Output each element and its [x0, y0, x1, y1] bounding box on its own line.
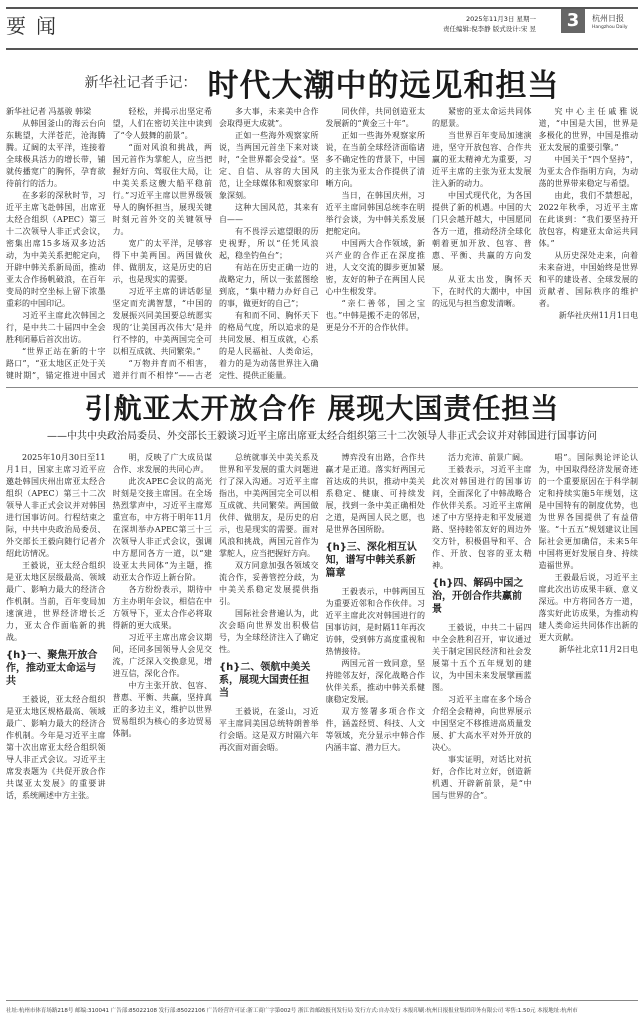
paragraph: 当世界百年变局加速演进，坚守开放包容、合作共赢的亚太精神尤为重要，习近平主席的主张为亚太发展注入新的动力。	[432, 131, 532, 188]
paragraph: 从韩国釜山的海云台向东眺望，大洋苍茫，沧海腾腾。辽阔的太平洋，连接着全球极具活力的增长带，铺就传播宽广的胸怀，孕育欲待前行的活力。	[6, 119, 106, 188]
paragraph: 习近平主席在多个场合介绍全会精神，向世界展示中国坚定不移推进高质量发展、扩大高水平对外开放的决心。	[432, 695, 532, 752]
text-column	[326, 452, 426, 992]
paragraph: 此次APEC会议的高光时刻是交接主席国。在全场热烈掌声中，习近平主席郑重宣布，中方将于明年11月在深圳举办APEC第三十三次领导人非正式会议，强调中方愿同各方一道，以“建设亚太共同体”为主题，推动亚太合作迈上新台阶。	[112, 477, 212, 582]
paragraph: 当日，在韩国庆州，习近平主席同韩国总统李在明举行会谈，为中韩关系发展把舵定向。	[325, 191, 425, 236]
paragraph: 有不畏浮云遮望眼的历史视野，所以“任凭风浪起，稳坐钓鱼台”；	[219, 227, 319, 260]
paragraph: 王毅说，亚太经合组织是亚太地区规格最高、领域最广、影响力最大的经济合作机制。今年是习近平主席第十次出席亚太经合组织领导人非正式会议。习近平主席发表题为《共促开放合作 共谋亚太发展》的重要讲话，系统阐述中方主张。	[6, 695, 106, 800]
paragraph: 正如一些海外观察家所说，当两国元首坐下来对谈时，“全世界都会受益”。坚定、自信、从容的大国风范，让全球媒体和观察家印象深刻。	[219, 131, 319, 200]
text-column	[219, 106, 319, 382]
header-rule	[6, 48, 638, 50]
text-column	[432, 106, 532, 382]
paragraph: 事实证明，对话比对抗好，合作比对立好，创造新机遇、开辟新前景，是“中国与世界的合”。	[432, 755, 532, 800]
logo-name-en: Hangzhou Daily	[592, 25, 628, 30]
text-column	[113, 452, 213, 992]
byline: 新华社记者 冯基骏 韩梁	[6, 107, 92, 116]
paragraph: 各方纷纷表示，期待中方主办明年会议，相信在中方领导下，亚太合作必将取得新的更大成果。	[112, 585, 212, 630]
text-column	[113, 106, 213, 382]
byline: 新华社庆州11月1日电	[558, 311, 638, 320]
paragraph: 活力充沛、前景广阔。	[448, 453, 528, 462]
paragraph: “世界正站在新的十字路口”，“亚太地区正处于关键时期”，锚定推进中国式	[6, 347, 106, 380]
editor-credits: 责任编辑:倪李静 版式设计:宋 昱	[442, 25, 536, 33]
paragraph: 王毅最后说，习近平主席此次出访成果丰硕、意义深远。中方将同各方一道，落实好此访成果，为推动构建人类命运共同体作出新的更大贡献。	[538, 573, 638, 642]
article2-body	[6, 452, 638, 992]
paragraph: 从历史深处走来，向着未来奋进，中国始终是世界和平的建设者、全球发展的贡献者、国际秩序的维护者。	[538, 251, 638, 308]
paragraph: 正如一些海外观察家所说，在当前全球经济面临诸多不确定性的背景下，中国的主张为亚太合作提供了清晰方向。	[325, 131, 425, 188]
article1-title: 时代大潮中的远见和担当	[207, 68, 560, 104]
text-column	[326, 106, 426, 382]
paragraph: 有和而不同、胸怀天下的格局气度，所以追求的是共同发展、相互成就，心系的是人民福祉、人类命运，着力的是为动荡世界注入确定性、提供正能量。	[219, 311, 319, 380]
paragraph: 习近平主席出席会议期间，还同多国领导人会见交流，广泛深入交换意见，增进互信，深化合作。	[112, 633, 212, 678]
paragraph: 同伙伴，共同创造亚太发展新的“黄金三十年”。	[325, 107, 425, 128]
section-heading: {h}二、领航中美关系，展现大国责任担当	[219, 662, 311, 699]
paragraph: 两国元首一致同意，坚持睦邻友好，深化战略合作伙伴关系，推动中韩关系健康稳定发展。	[325, 659, 425, 704]
paragraph: 王毅说，亚太经合组织是亚太地区层级最高、领域最广、影响力最大的经济合作机制。当前，百年变局加速演进，世界经济增长乏力，亚太合作面临新的挑战。	[6, 561, 106, 642]
paragraph: 中国式现代化，为各国提供了新的机遇。中国的大门只会越开越大，中国愿同各方一道，推动经济全球化朝着更加开放、包容、普惠、平衡、共赢的方向发展。	[432, 191, 532, 272]
byline: 新华社北京11月2日电	[558, 645, 638, 654]
paragraph: 轻松，并揭示出坚定希望，人们在密切关注中读到了“令人鼓舞的前景”。	[112, 107, 212, 140]
text-column	[432, 452, 532, 992]
text-column	[539, 452, 639, 992]
section-title: 要闻	[6, 14, 66, 38]
paragraph: 双方同意加强各领域交流合作，妥善管控分歧，为中美关系稳定发展提供指引。	[219, 561, 319, 606]
paragraph: 从亚太出发，胸怀天下，在时代的大潮中，中国的远见与担当愈发清晰。	[432, 275, 532, 308]
paragraph: 有站在历史正确一边的战略定力，所以一张蓝图绘到底，“集中精力办好自己的事，做更好的自己”；	[219, 263, 319, 308]
paragraph: 习近平主席此次韩国之行，是中共二十届四中全会胜利闭幕后首次出访。	[6, 311, 106, 344]
paragraph: 习近平主席的讲话彰显坚定而充满智慧，“中国的发展振兴同美国要总统愿实现的‘让美国再次伟大’是并行不悖的，中美两国完全可以相互成就、共同繁荣。”	[112, 287, 212, 356]
paragraph: 2025年10月30日至11月1日，国家主席习近平应邀赴韩国庆州出席亚太经合组织（APEC）第三十二次领导人非正式会议并对韩国进行国事访问。行程结束之际，中共中央政治局委员、外交部长王毅向随行记者介绍此访情况。	[6, 453, 106, 558]
paragraph: 究中心主任戚雅说道，“中国是大国，世界是多极化的世界，中国是推动亚太发展的重要引擎。”	[538, 107, 638, 152]
logo-name: 杭州日报	[592, 14, 624, 23]
section-heading: {h}三、深化相互认知，谱写中韩关系新篇章	[325, 542, 417, 579]
article1-body	[6, 106, 638, 382]
paragraph: 中方主张开放、包容、普惠、平衡、共赢，坚持真正的多边主义，维护以世界贸易组织为核心的多边贸易体制。	[112, 681, 212, 738]
paragraph: 王毅说，中共二十届四中全会胜利召开，审议通过关于制定国民经济和社会发展第十五个五年规划的建议，为中国未来发展擘画蓝图。	[432, 623, 532, 692]
article2-subtitle: ——中共中央政治局委员、外交部长王毅谈习近平主席出席亚太经合组织第三十二次领导人非正式会议并对韩国进行国事访问	[47, 431, 597, 442]
text-column	[219, 452, 319, 992]
paragraph: 由此，我们不禁想起，2022年秋季，习近平主席在此谈到：“我们要坚持开放包容，构建亚太命运共同体。”	[538, 191, 638, 248]
article1-kicker: 新华社记者手记：	[84, 74, 197, 91]
article-divider	[6, 387, 638, 388]
issue-meta	[443, 14, 536, 34]
paragraph: 明，反映了广大成员谋合作、求发展的共同心声。	[112, 453, 212, 474]
paragraph: 双方签署多项合作文件，涵盖经贸、科技、人文等领域，充分显示中韩合作内涵丰富、潜力巨大。	[325, 707, 425, 752]
paragraph: 王毅表示，习近平主席此次对韩国进行的国事访问，全面深化了中韩战略合作伙伴关系。习近平主席阐述了中方坚持走和平发展道路、坚持睦邻友好的周边外交方针，积极倡导和平、合作、开放、包容的亚太精神。	[432, 465, 532, 570]
paragraph: “万物并育而不相害，道并行而不相悖”——古老	[112, 359, 212, 380]
paragraph: 中国关于“四个坚持”，为亚太合作指明方向，为动荡的世界带来稳定与希望。	[538, 155, 638, 188]
paragraph: 博弈没有出路，合作共赢才是正道。落实好两国元首达成的共识，推动中美关系稳定、健康、可持续发展，找到一条中美正确相处之道，是两国人民之愿，也是世界各国所盼。	[325, 453, 425, 534]
paragraph: 王毅表示，中韩两国互为重要近邻和合作伙伴。习近平主席此次对韩国进行的国事访问，是时隔11年再次访韩，受到韩方高度重视和热情接待。	[325, 587, 425, 656]
text-column	[6, 452, 106, 992]
paragraph: 总统就事关中美关系及世界和平发展的重大问题进行了深入沟通。习近平主席指出，中美两国完全可以相互成就、共同繁荣。两国做伙伴、做朋友，是历史的启示，也是现实的需要。面对风浪和挑战，两国元首作为掌舵人，应当把握好方向。	[219, 453, 319, 558]
paragraph: 中国两大合作领域，新兴产业的合作正在深度推进，人文交流的脚步更加紧密，友好的种子在两国人民心中生根发芽。	[325, 239, 425, 296]
top-rule	[6, 7, 638, 9]
footer-rule	[6, 1000, 638, 1001]
article2-title: 引航亚太开放合作 展现大国责任担当	[84, 392, 560, 425]
issue-date: 2025年11月3日 星期一	[465, 15, 536, 23]
paragraph: “亲仁善邻，国之宝也。”中韩是搬不走的邻居，更是分不开的合作伙伴。	[325, 299, 425, 332]
page-number: 3	[561, 9, 585, 33]
newspaper-logo	[592, 13, 628, 31]
article1-headline	[0, 60, 644, 104]
paragraph: 宽广的太平洋，足够容得下中美两国。两国做伙伴、做朋友，这是历史的启示，也是现实的需要。	[112, 239, 212, 284]
footer-imprint: 社址:杭州市体育场路218号 邮编:310041 广告部:85022108 发行部:85022106 广告经营许可证:浙工商广字第002号 浙江省邮政报刊发行局 发行方式:自办发行 本报印刷:杭州日报报业集团印务有限公司 零售:1.50元 本报地址:杭州市	[6, 1008, 578, 1014]
section-heading: {h}一、聚焦开放合作，推动亚太命运与共	[6, 650, 98, 687]
paragraph: 在多彩的深秋时节，习近平主席飞赴韩国，出席亚太经合组织（APEC）第三十二次领导人非正式会议，密集出席15多场双多边活动，为中美关系把舵定向，开辟中韩关系新局面，推动亚太合作扬帆破浪，在百年变局的时空坐标上留下浓墨重彩的中国印记。	[6, 191, 106, 308]
paragraph: 多大事，未来美中合作会取得更大成就”。	[219, 107, 319, 128]
text-column	[539, 106, 639, 382]
text-column	[6, 106, 106, 382]
paragraph: 国际社会普遍认为，此次会晤向世界发出积极信号，为全球经济注入了确定性。	[219, 609, 319, 654]
section-heading: {h}四、解码中国之治，开创合作共赢前景	[432, 578, 524, 615]
paragraph: 王毅说，在釜山，习近平主席同美国总统特朗普举行会晤。这是双方时隔六年再次面对面会晤。	[219, 707, 319, 752]
paragraph: 紧密的亚太命运共同体的愿景。	[432, 107, 532, 128]
paragraph: “面对风浪和挑战，两国元首作为掌舵人，应当把握好方向、驾驭住大局，让中美关系这艘大船平稳前行。”习近平主席以世界级领导人的胸怀担当，展现关键时刻元首外交的关键领导力。	[112, 143, 212, 236]
paragraph: 唱”。国际舆论评论认为，中国取得经济发展奇迹的一个重要原因在于科学制定和持续实施5年规划，这是中国特有的制度优势，也为世界各国提供了有益借鉴。“十五五”规划建议让国际社会更加确信，未来5年中国将更好发展自身、持续造福世界。	[538, 453, 638, 570]
paragraph: 这种大国风范，其来有自——	[219, 203, 319, 224]
